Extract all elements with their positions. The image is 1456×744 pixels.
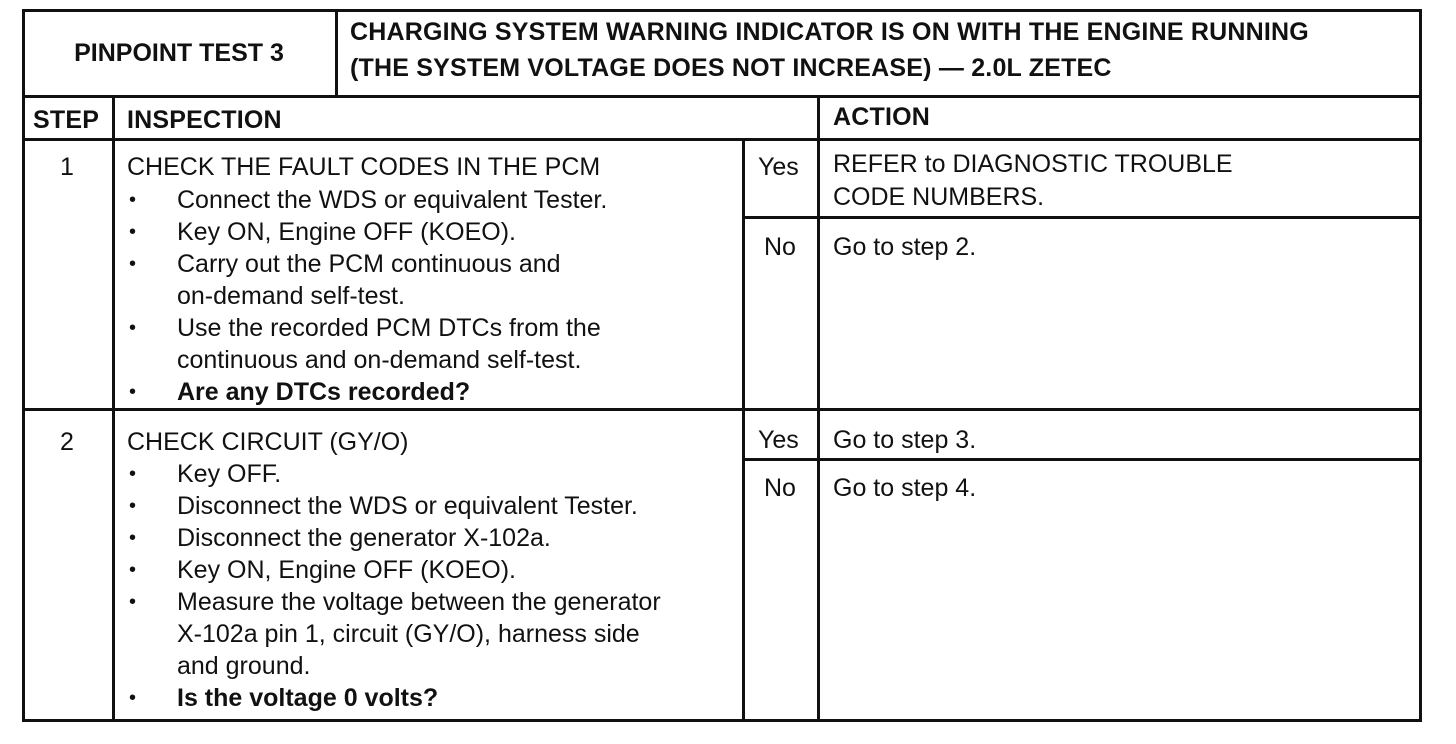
instruction-item: • Disconnect the generator X-102a. <box>129 524 551 552</box>
step2-yes-no-divider <box>742 458 1422 461</box>
step-instruction-list <box>125 184 607 408</box>
step-title: CHECK CIRCUIT (GY/O) <box>127 428 409 456</box>
yes-action-continuation: CODE NUMBERS. <box>833 183 1045 211</box>
yesno-col-divider <box>742 138 745 722</box>
yes-label: Yes <box>758 153 799 181</box>
bullet-icon: • <box>129 221 137 243</box>
no-label: No <box>764 233 796 261</box>
bullet-icon: • <box>129 253 137 275</box>
instruction-question: • Are any DTCs recorded? <box>129 378 471 406</box>
instruction-item: • Measure the voltage between the generator <box>129 588 661 616</box>
bullet-icon: • <box>129 591 137 613</box>
test-label: PINPOINT TEST 3 <box>74 38 284 67</box>
instruction-item: • Connect the WDS or equivalent Tester. <box>129 186 608 214</box>
no-action: Go to step 2. <box>833 233 977 261</box>
step-row-divider <box>22 408 1422 411</box>
step-number: 2 <box>60 428 74 456</box>
yes-action: Go to step 3. <box>833 426 977 454</box>
step-number: 1 <box>60 153 74 181</box>
bullet-icon: • <box>129 687 137 709</box>
test-title-line2: (THE SYSTEM VOLTAGE DOES NOT INCREASE) — 2.0L ZETEC <box>350 54 1112 82</box>
yes-label: Yes <box>758 426 799 454</box>
no-label: No <box>764 474 796 502</box>
test-title-line1: CHARGING SYSTEM WARNING INDICATOR IS ON WITH THE ENGINE RUNNING <box>350 18 1309 46</box>
bullet-icon: • <box>129 381 137 403</box>
bullet-icon: • <box>129 495 137 517</box>
bullet-icon: • <box>129 317 137 339</box>
step1-yes-no-divider <box>742 216 1422 219</box>
instruction-item: • Key OFF. <box>129 460 282 488</box>
instruction-item-continuation: on-demand self-test. <box>177 282 405 310</box>
bullet-icon: • <box>129 189 137 211</box>
column-header-inspection: INSPECTION <box>127 106 282 134</box>
instruction-item: • Key ON, Engine OFF (KOEO). <box>129 556 516 584</box>
instruction-question: • Is the voltage 0 volts? <box>129 684 439 712</box>
step-title: CHECK THE FAULT CODES IN THE PCM <box>127 153 601 181</box>
column-header-action: ACTION <box>833 103 931 131</box>
step-instruction-list <box>125 458 661 714</box>
instruction-item: • Carry out the PCM continuous and <box>129 250 561 278</box>
instruction-item-continuation: X-102a pin 1, circuit (GY/O), harness side <box>177 620 640 648</box>
bullet-icon: • <box>129 527 137 549</box>
instruction-item: • Use the recorded PCM DTCs from the <box>129 314 601 342</box>
bullet-icon: • <box>129 559 137 581</box>
instruction-item-continuation: and ground. <box>177 652 311 680</box>
instruction-item-continuation: continuous and on-demand self-test. <box>177 346 582 374</box>
no-action: Go to step 4. <box>833 474 977 502</box>
instruction-item: • Disconnect the WDS or equivalent Tester. <box>129 492 638 520</box>
yes-action: REFER to DIAGNOSTIC TROUBLE <box>833 150 1233 178</box>
bullet-icon: • <box>129 463 137 485</box>
column-header-divider <box>22 138 1422 141</box>
column-header-step: STEP <box>33 106 100 134</box>
instruction-item: • Key ON, Engine OFF (KOEO). <box>129 218 516 246</box>
header-col-divider <box>335 9 338 97</box>
